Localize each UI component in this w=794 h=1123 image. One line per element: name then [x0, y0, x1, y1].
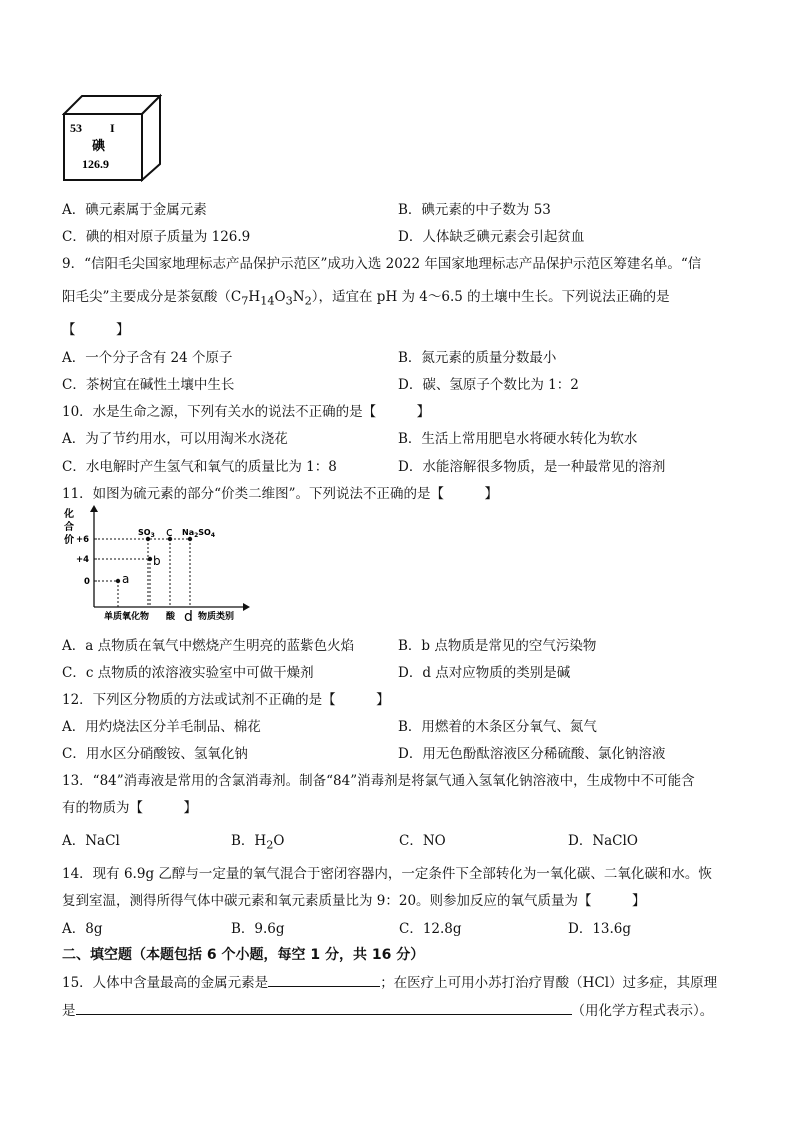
element-name: 碘 [92, 139, 106, 154]
q8-option-a: A．碘元素属于金属元素 [62, 202, 207, 218]
q12-option-a: A．用灼烧法区分羊毛制品、棉花 [62, 719, 261, 735]
point-Na2SO4 [188, 537, 192, 541]
q8-option-b: B．碘元素的中子数为 53 [398, 202, 551, 218]
q9-text-a: 阳毛尖”主要成分是茶氨酸（ [62, 289, 231, 305]
x-tick-label: 酸 [166, 612, 176, 621]
q11-option-c: C．c 点物质的浓溶液实验室中可做干燥剂 [62, 665, 314, 681]
q13-option-d: D．NaClO [568, 833, 638, 849]
y-axis-title-2: 合 [64, 522, 74, 533]
q14-stem-line1: 14．现有 6.9g 乙醇与一定量的氧气混合于密闭容器内，一定条件下全部转化为一氧化碳、二氧化碳和水。恢 [62, 866, 712, 882]
q14-option-d: D．13.6g [568, 921, 632, 937]
q13-option-a: A．NaCl [62, 833, 120, 849]
q10-option-a: A．为了节约用水，可以用淘米水浇花 [62, 431, 288, 447]
q9-stem-line2 [62, 285, 670, 308]
q14-option-b: B．9.6g [231, 921, 285, 937]
q8-option-d: D．人体缺乏碘元素会引起贫血 [398, 229, 585, 245]
q9-answer-bracket: 【 】 [62, 322, 130, 338]
point-label-so3: $SO_3$ [138, 528, 155, 539]
y-tick-label: +4 [76, 555, 90, 565]
y-tick-label: +6 [76, 535, 90, 545]
y-tick-label: 0 [84, 577, 90, 587]
q15-line1 [62, 971, 717, 991]
q14-option-a: A．8g [62, 921, 103, 937]
theanine-formula: $C_7H_{14}O_3N_2$ [230, 289, 312, 308]
point-label-a: a [122, 572, 130, 586]
q9-text-b: ），适宜在 pH 为 4～6.5 的土壤中生长。下列说法正确的是 [311, 289, 670, 305]
q11-option-d: D．d 点对应物质的类别是碱 [398, 665, 571, 681]
q11-stem: 11．如图为硫元素的部分“价类二维图”。下列说法不正确的是【 】 [62, 486, 498, 502]
element-mass: 126.9 [82, 157, 109, 171]
x-tick-label: d [184, 609, 193, 621]
q13-option-b: B．$H_2O$ [231, 833, 285, 852]
q9-option-a: A．一个分子含有 24 个原子 [62, 350, 233, 366]
q9-option-c: C．茶树宜在碱性土壤中生长 [62, 377, 235, 393]
q15-text-b: ；在医疗上可用小苏打治疗胃酸（HCl）过多症，其原理 [380, 975, 718, 991]
q10-option-c: C．水电解时产生氢气和氧气的质量比为 1：8 [62, 459, 337, 475]
q10-stem: 10．水是生命之源，下列有关水的说法不正确的是【 】 [62, 404, 431, 420]
point-a [116, 579, 120, 583]
q9-stem-line1: 9．“信阳毛尖国家地理标志产品保护示范区”成功入选 2022 年国家地理标志产品保护示范区筹建名单。“信 [62, 256, 702, 272]
point-label-na2so4: $Na_2SO_4$ [182, 528, 216, 539]
element-symbol: I [110, 121, 115, 135]
point-label-c: c [166, 525, 173, 539]
q11-option-a: A．a 点物质在氧气中燃烧产生明亮的蓝紫色火焰 [62, 638, 355, 654]
q12-stem: 12．下列区分物质的方法或试剂不正确的是【 】 [62, 692, 390, 708]
q11-option-b: B．b 点物质是常见的空气污染物 [398, 638, 597, 654]
x-tick-label: 氧化物 [122, 612, 150, 621]
q13-stem-line2: 有的物质为【 】 [62, 800, 197, 816]
q15-line2 [62, 999, 713, 1019]
y-axis-title-1: 化 [64, 509, 74, 520]
q15-blank-2[interactable] [76, 1000, 572, 1015]
element-number: 53 [70, 121, 82, 135]
q14-stem-line2: 复到室温，测得所得气体中碳元素和氧元素质量比为 9：20。则参加反应的氧气质量为【 】 [62, 893, 646, 909]
sulfur-valence-class-chart [60, 503, 260, 625]
q13-stem-line1: 13．“84”消毒液是常用的含氯消毒剂。制备“84”消毒剂是将氯气通入氢氧化钠溶液中，生成物中不可能含 [62, 773, 695, 789]
q8-option-c: C．碘的相对原子质量为 126.9 [62, 229, 251, 245]
point-label-b: b [153, 554, 161, 568]
q15-blank-1[interactable] [268, 972, 380, 987]
q13-option-c: C．NO [399, 833, 446, 849]
q12-option-c: C．用水区分硝酸铵、氢氧化钠 [62, 746, 248, 762]
q14-option-c: C．12.8g [399, 921, 462, 937]
y-axis-title-3: 价 [64, 535, 74, 546]
q10-option-b: B．生活上常用肥皂水将硬水转化为软水 [398, 431, 638, 447]
x-tick-label: 单质 [104, 612, 123, 621]
q15-text-d: （用化学方程式表示）。 [571, 1003, 714, 1019]
section-2-title: 二、填空题（本题包括 6 个小题，每空 1 分，共 16 分） [62, 947, 425, 963]
q15-text-c: 是 [62, 1003, 76, 1019]
q15-text-a: 15．人体中含量最高的金属元素是 [62, 975, 269, 991]
q9-option-b: B．氮元素的质量分数最小 [398, 350, 557, 366]
q12-option-b: B．用燃着的木条区分氧气、氮气 [398, 719, 597, 735]
q12-option-d: D．用无色酚酞溶液区分稀硫酸、氯化钠溶液 [398, 746, 666, 762]
q9-option-d: D．碳、氢原子个数比为 1：2 [398, 377, 579, 393]
q10-option-d: D．水能溶解很多物质，是一种最常见的溶剂 [398, 459, 666, 475]
iodine-element-card [62, 92, 162, 186]
x-axis-title: 物质类别 [198, 612, 235, 621]
